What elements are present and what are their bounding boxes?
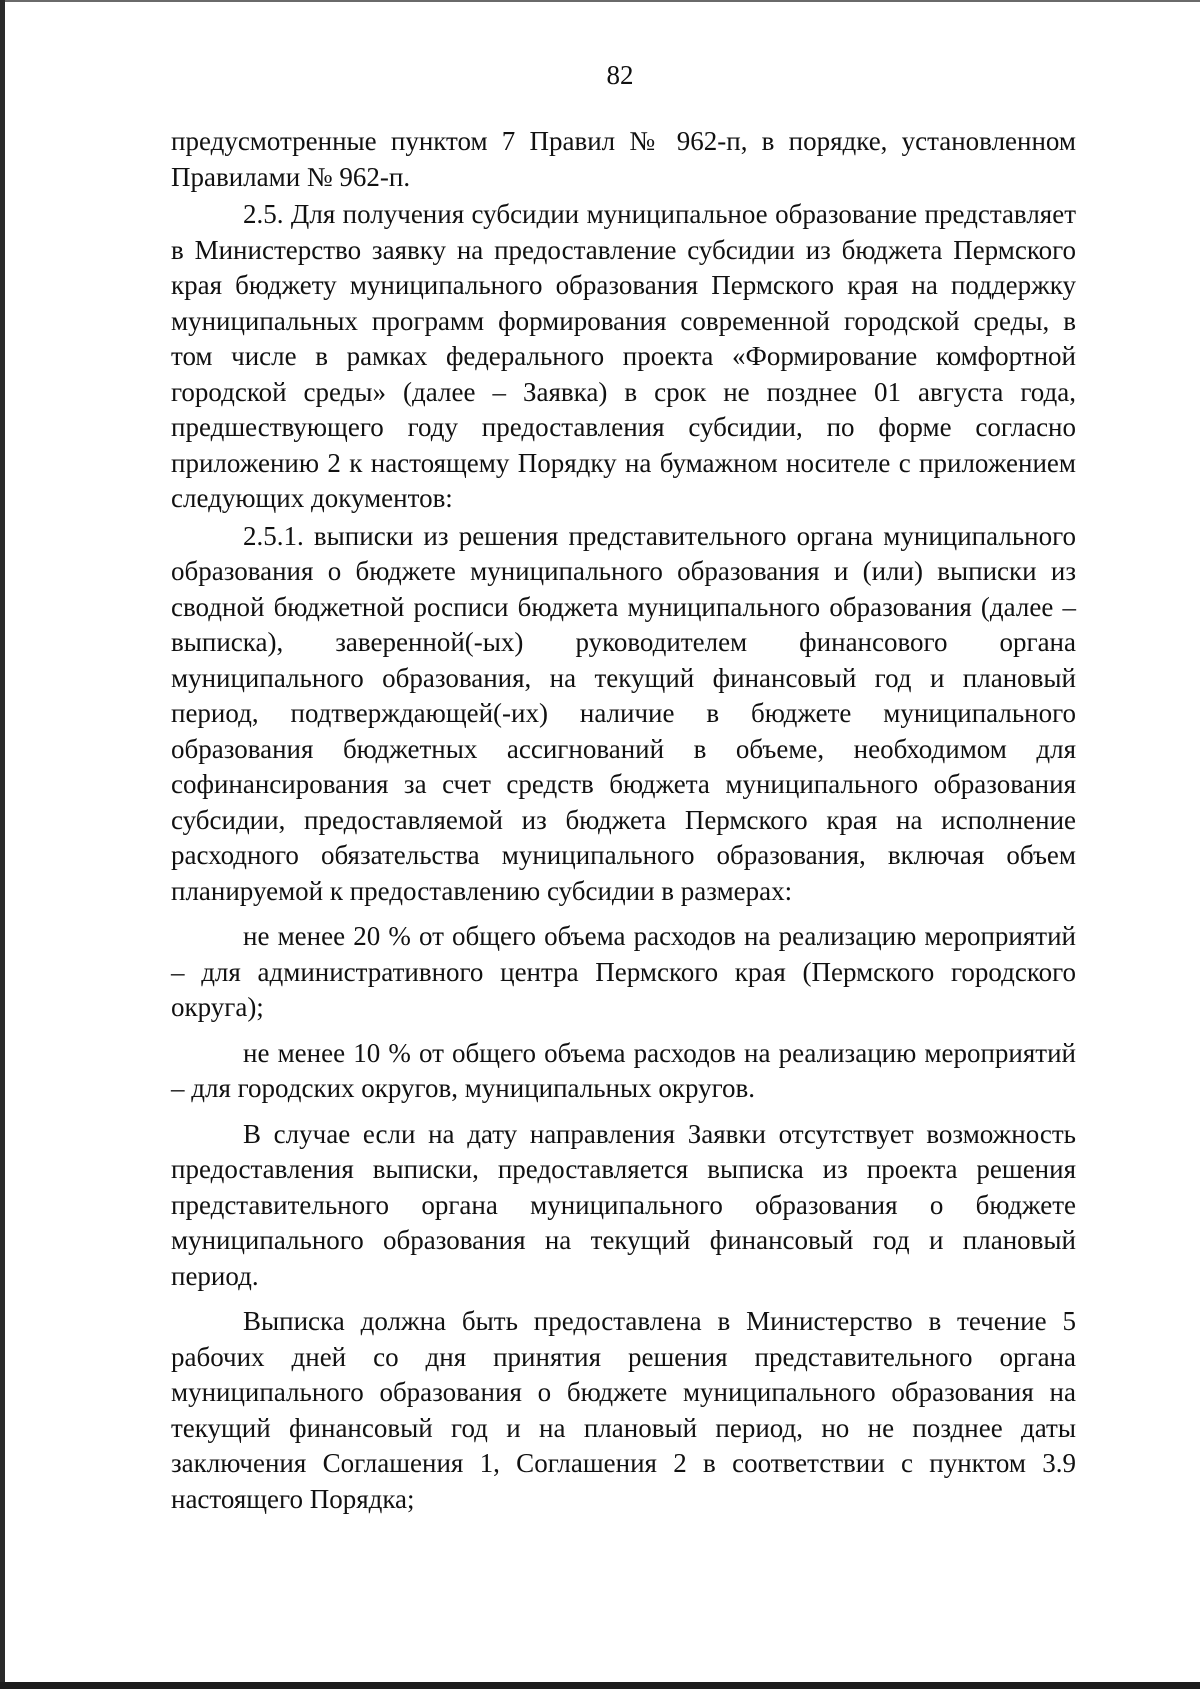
paragraph-min-20-percent: не менее 20 % от общего объема расходов на реализацию мероприятий – для административного центра Пермского края (Пермского городского округа); — [171, 921, 1076, 1022]
scan-left-edge — [0, 0, 5, 1689]
scan-bottom-edge — [0, 1682, 1200, 1689]
paragraph-min-10-percent: не менее 10 % от общего объема расходов на реализацию мероприятий – для городских округов, муниципальных округов. — [171, 1037, 1076, 1103]
document-body — [171, 124, 1076, 1519]
paragraph-2-5-1: 2.5.1. выписки из решения представительного органа муниципального образования о бюджете муниципального образования и (или) выписки из сводной бюджетной росписи бюджета муниципального образования (далее – выписка), заверенной(-ых) руководителем финансового органа муниципального образования, на текущий финансовый год и плановый период, подтверждающей(-их) наличие в бюджете муниципального образования бюджетных ассигнований в объеме, необходимом для софинансирования за счет средств бюджета муниципального образования субсидии, предоставляемой из бюджета Пермского края на исполнение расходного обязательства муниципального образования, включая объем планируемой к предоставлению субсидии в размерах: — [171, 520, 1076, 906]
page-number: 82 — [606, 60, 634, 90]
paragraph-extract-deadline: Выписка должна быть предоставлена в Министерство в течение 5 рабочих дней со дня принятия решения представительного органа муниципального образования о бюджете муниципального образования на текущий финансовый год и на плановый период, но не позднее даты заключения Соглашения 1, Соглашения 2 в соответствии с пунктом 3.9 настоящего Порядка; — [171, 1306, 1076, 1514]
paragraph-2-5: 2.5. Для получения субсидии муниципальное образование представляет в Министерство заявку на предоставление субсидии из бюджета Пермского края бюджету муниципального образования Пермского края на поддержку муниципальных программ формирования современной городской среды, в том числе в рамках федерального проекта «Формирование комфортной городской среды» (далее – Заявка) в срок не позднее 01 августа года, предшествующего году предоставления субсидии, по форме согласно приложению 2 к настоящему Порядку на бумажном носителе с приложением следующих документов: — [171, 199, 1076, 513]
scan-top-edge — [0, 0, 1200, 2]
paragraph-draft-extract: В случае если на дату направления Заявки отсутствует возможность предоставления выписки, предоставляется выписка из проекта решения представительного органа муниципального образования о бюджете муниципального образования на текущий финансовый год и плановый период. — [171, 1118, 1076, 1291]
paragraph-continuation: предусмотренные пунктом 7 Правил № 962-п, в порядке, установленном Правилами № 962-п. — [171, 126, 1076, 192]
